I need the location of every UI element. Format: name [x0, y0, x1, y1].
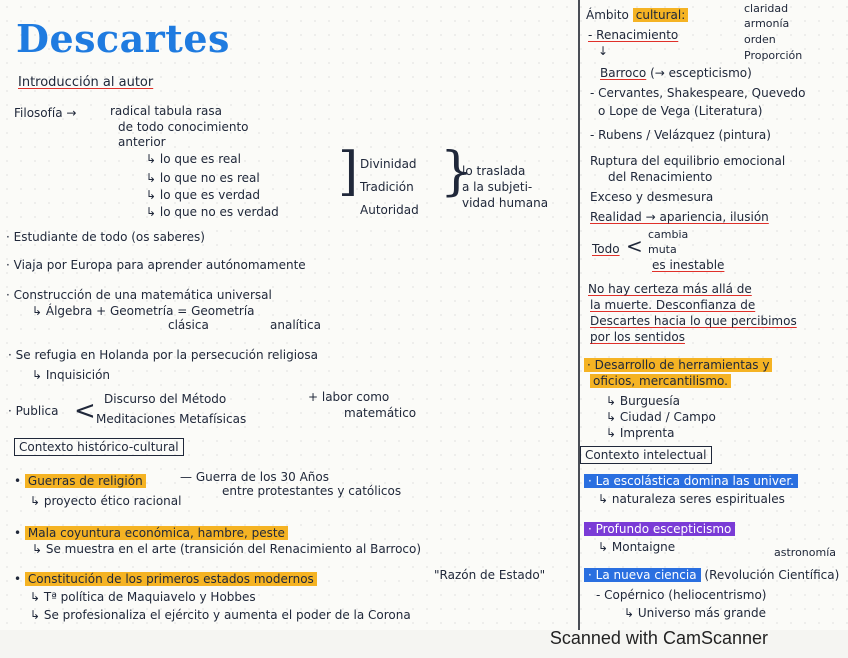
exceso: Exceso y desmesura — [590, 190, 714, 204]
ruptura-1: Ruptura del equilibrio emocional — [590, 154, 786, 168]
rubens: - Rubens / Velázquez (pintura) — [590, 128, 771, 142]
column-divider — [578, 0, 580, 630]
constitucion: Constitución de los primeros estados modernos — [25, 572, 317, 586]
contexto-intelectual-heading: Contexto intelectual — [580, 446, 712, 464]
proyecto: ↳ proyecto ético racional — [30, 494, 182, 508]
algebra: ↳ Álgebra + Geometría = Geometría — [32, 304, 255, 318]
cervantes-1: - Cervantes, Shakespeare, Quevedo — [590, 86, 806, 100]
inestable: es inestable — [652, 258, 725, 272]
filosofia-line-1: radical tabula rasa — [110, 104, 223, 118]
traslada-3: vidad humana — [462, 196, 549, 210]
desarrollo-1: · Desarrollo de herramientas y — [584, 358, 772, 372]
mala-coyuntura: Mala coyuntura económica, hambre, peste — [25, 526, 288, 540]
lo-item-4: ↳ lo que no es verdad — [146, 205, 279, 219]
todo: Todo — [592, 242, 620, 256]
inquisicion: ↳ Inquisición — [32, 368, 111, 382]
lo-item-2: ↳ lo que no es real — [146, 171, 260, 185]
profundo-escepticismo: · Profundo escepticismo — [584, 522, 735, 536]
todo-branch: < — [626, 234, 643, 258]
imprenta: ↳ Imprenta — [606, 426, 675, 440]
contexto-historico-heading: Contexto histórico-cultural — [14, 438, 184, 456]
armonia: armonía — [744, 17, 790, 30]
filosofia-line-3: anterior — [118, 135, 166, 149]
filosofia-line-2: de todo conocimiento — [118, 120, 249, 134]
universo: ↳ Universo más grande — [624, 606, 767, 620]
guerras-2: entre protestantes y católicos — [222, 484, 402, 498]
page-title: Descartes — [16, 16, 230, 61]
traslada-2: a la subjeti- — [462, 180, 533, 194]
ruptura-2: del Renacimiento — [608, 170, 713, 184]
tradicion: Tradición — [360, 180, 414, 194]
meditaciones: Meditaciones Metafísicas — [96, 412, 247, 426]
montaigne: ↳ Montaigne — [598, 540, 676, 554]
realidad: Realidad → apariencia, ilusión — [590, 210, 769, 224]
nohay-1: No hay certeza más allá de — [588, 282, 752, 296]
ciudad: ↳ Ciudad / Campo — [606, 410, 716, 424]
proporcion: Proporción — [744, 49, 803, 62]
escepticismo-note: (→ escepticismo) — [650, 66, 752, 80]
claridad: claridad — [744, 2, 789, 15]
copernico: - Copérnico (heliocentrismo) — [596, 588, 767, 602]
cambia: cambia — [648, 228, 689, 241]
autoridad: Autoridad — [360, 203, 419, 217]
orden: orden — [744, 33, 776, 46]
notes-page: Descartes Introducción al autor Filosofía → radical tabula rasa de todo conocimiento anterior ↳ lo que es real ↳ lo que no es real ↳ lo que es verdad ↳ lo que no es verdad ] Divinidad Tradición Autoridad } lo traslada a la subjeti- vidad humana · Estudiante de todo (os saberes) · Viaja por Europa para aprender autónomamente · Construcción de una matemática universal ↳ Álgebra + Geometría = Geometría clásica analítica · Se refugia en Holanda por la persecución religiosa ↳ Inquisición · Publica < Discurso del Método Meditaciones Metafísicas + labor como matemático Contexto histórico-cultural • Guerras de religión — Guerra de los 30 Años entre protestantes y católicos ↳ proyecto ético racional • Mala coyuntura económica, hambre, peste ↳ Se muestra en el arte (transición del Renacimiento al Barroco) • Constitución de los primeros estados modernos "Razón de Estado" ↳ Tª política de Maquiavelo y Hobbes ↳ Se profesionaliza el ejército y aumenta el poder de la Corona Ámbito cultural: - Renacimiento claridad armonía orden Proporción ↓ Barroco (→ escepticismo) - Cervantes, Shakespeare, Quevedo o Lope de Vega (Literatura) - Rubens / Velázquez (pintura) Ruptura del equilibrio emocional del Renacimiento Exceso y desmesura Realidad → apariencia, ilusión Todo < cambia muta es inestable No hay certeza más allá de la muerte. Desconfianza de Descartes hacia lo que percibimos por los sentidos · Desarrollo de herramientas y oficios, mercantilismo. ↳ Burguesía ↳ Ciudad / Campo ↳ Imprenta Contexto intelectual · La escolástica domina las univer. ↳ naturaleza seres espirituales · Profundo escepticismo ↳ Montaigne astronomía · La nueva ciencia (Revolución Científica) - Copérnico (heliocentrismo) ↳ Universo más grande — [0, 0, 848, 630]
guerras-label: Guerras de religión — [25, 474, 146, 488]
traslada-1: lo traslada — [462, 164, 526, 178]
less-than-brace: < — [74, 396, 96, 426]
profesionaliza: ↳ Se profesionaliza el ejército y aumenta el poder de la Corona — [30, 608, 411, 622]
filosofia-label: Filosofía → — [14, 106, 77, 120]
teoria-politica: ↳ Tª política de Maquiavelo y Hobbes — [30, 590, 256, 604]
estudiante: · Estudiante de todo (os saberes) — [6, 230, 205, 244]
publica: · Publica — [8, 404, 59, 418]
discurso: Discurso del Método — [104, 392, 227, 406]
labor-1: + labor como — [308, 390, 390, 404]
naturaleza: ↳ naturaleza seres espirituales — [598, 492, 785, 506]
refugia: · Se refugia en Holanda por la persecución religiosa — [8, 348, 318, 362]
clasica: clásica — [168, 318, 209, 332]
construccion: · Construcción de una matemática universal — [6, 288, 272, 302]
arrow-down: ↓ — [598, 44, 609, 58]
renacimiento: - Renacimiento — [588, 28, 679, 42]
guerras-1: — Guerra de los 30 Años — [180, 470, 329, 484]
barroco: Barroco — [600, 66, 647, 80]
lo-item-3: ↳ lo que es verdad — [146, 188, 261, 202]
revolucion: (Revolución Científica) — [704, 568, 840, 582]
razon-estado: "Razón de Estado" — [434, 568, 546, 582]
lo-item-1: ↳ lo que es real — [146, 152, 241, 166]
labor-2: matemático — [344, 406, 417, 420]
muta: muta — [648, 243, 677, 256]
brace-left: ] — [338, 142, 359, 202]
astronomia: astronomía — [774, 546, 837, 559]
nohay-2: la muerte. Desconfianza de — [590, 298, 756, 312]
scanner-watermark: Scanned with CamScanner — [549, 628, 768, 648]
divinidad: Divinidad — [360, 157, 417, 171]
burguesia: ↳ Burguesía — [606, 394, 680, 408]
cervantes-2: o Lope de Vega (Literatura) — [598, 104, 763, 118]
nohay-3: Descartes hacia lo que percibimos — [590, 314, 797, 328]
ambito: Ámbito — [586, 8, 629, 22]
nueva-ciencia: · La nueva ciencia — [584, 568, 701, 582]
nohay-4: por los sentidos — [590, 330, 685, 344]
muestra-arte: ↳ Se muestra en el arte (transición del Renacimiento al Barroco) — [32, 542, 422, 556]
analitica: analítica — [270, 318, 321, 332]
intro-heading: Introducción al autor — [18, 75, 154, 90]
desarrollo-2: oficios, mercantilismo. — [590, 374, 731, 388]
escolastica: · La escolástica domina las univer. — [584, 474, 798, 488]
cultural-label: cultural: — [633, 8, 689, 22]
brace-right: } — [440, 142, 474, 202]
viaja: · Viaja por Europa para aprender autónomamente — [6, 258, 306, 272]
